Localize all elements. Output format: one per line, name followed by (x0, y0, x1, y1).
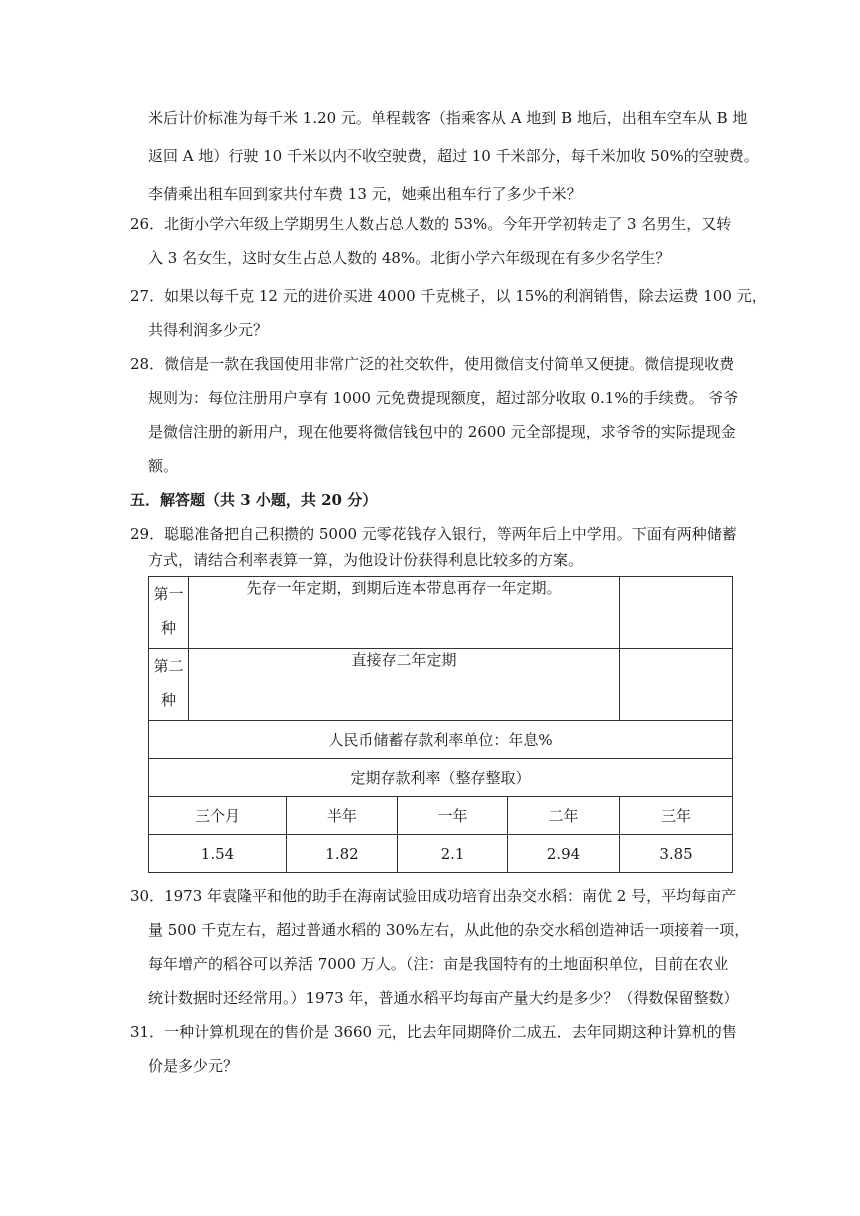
rate-header-row (149, 797, 733, 835)
q26-line-1: 26．北街小学六年级上学期男生人数占总人数的 53%。今年开学初转走了 3 名男生，又转 (130, 215, 732, 233)
q28-line-1: 28．微信是一款在我国使用非常广泛的社交软件，使用微信支付简单又便捷。微信提现收费 (130, 355, 735, 373)
option-2-answer-cell[interactable] (620, 649, 733, 721)
q30-line-1: 30．1973 年袁隆平和他的助手在海南试验田成功培育出杂交水稻：南优 2 号，平均每亩产 (130, 887, 737, 905)
option-2-label: 第二种 (149, 649, 189, 721)
interest-rate-table (148, 576, 733, 873)
q27-line-2: 共得利润多少元？ (148, 321, 269, 339)
header-3-years: 三年 (620, 797, 733, 835)
header-2-years: 二年 (508, 797, 620, 835)
rate-half-year: 1.82 (287, 835, 398, 873)
q30-line-4: 统计数据时还经常用。）1973 年，普通水稻平均每亩产量大约是多少？（得数保留整数） (148, 989, 739, 1007)
rate-3-years: 3.85 (620, 835, 733, 873)
section-heading: 五．解答题（共 3 小题，共 20 分） (130, 491, 378, 509)
header-3-months: 三个月 (149, 797, 287, 835)
option-row-2 (149, 649, 733, 721)
rate-value-row (149, 835, 733, 873)
q31-line-1: 31．一种计算机现在的售价是 3660 元，比去年同期降价二成五．去年同期这种计算机的售 (130, 1023, 737, 1041)
q25-line-1: 米后计价标准为每千米 1.20 元。单程载客（指乘客从 A 地到 B 地后，出租车空车从 B 地 (148, 109, 748, 127)
header-1-year: 一年 (398, 797, 508, 835)
q28-line-3: 是微信注册的新用户，现在他要将微信钱包中的 2600 元全部提现，求爷爷的实际提现金 (148, 423, 736, 441)
q30-line-2: 量 500 千克左右，超过普通水稻的 30%左右，从此他的杂交水稻创造神话一项接着一项， (148, 921, 750, 939)
option-1-description: 先存一年定期，到期后连本带息再存一年定期。 (189, 577, 620, 649)
option-1-label: 第一种 (149, 577, 189, 649)
q28-line-2: 规则为：每位注册用户享有 1000 元免费提现额度，超过部分收取 0.1%的手续费。 爷爷 (148, 389, 739, 407)
q26-line-2: 入 3 名女生，这时女生占总人数的 48%。北街小学六年级现在有多少名学生？ (148, 249, 671, 267)
rate-1-year: 2.1 (398, 835, 508, 873)
rate-3-months: 1.54 (149, 835, 287, 873)
rate-table-subtitle: 定期存款利率（整存整取） (149, 759, 733, 797)
option-1-answer-cell[interactable] (620, 577, 733, 649)
q31-line-2: 价是多少元？ (148, 1057, 239, 1075)
q27-line-1: 27．如果以每千克 12 元的进价买进 4000 千克桃子，以 15%的利润销售，除去运费 100 元， (130, 287, 767, 305)
option-row-1 (149, 577, 733, 649)
q30-line-3: 每年增产的稻谷可以养活 7000 万人。（注：亩是我国特有的土地面积单位，目前在农业 (148, 955, 729, 973)
q28-line-4: 额。 (148, 457, 179, 475)
option-2-description: 直接存二年定期 (189, 649, 620, 721)
q25-line-3: 李倩乘出租车回到家共付车费 13 元，她乘出租车行了多少千米？ (148, 185, 582, 203)
rate-table-title: 人民币储蓄存款利率单位：年息% (149, 721, 733, 759)
header-half-year: 半年 (287, 797, 398, 835)
q29-line-1: 29．聪聪准备把自己积攒的 5000 元零花钱存入银行，等两年后上中学用。下面有两种储蓄 (130, 525, 737, 543)
q25-line-2: 返回 A 地）行驶 10 千米以内不收空驶费，超过 10 千米部分，每千米加收 50%的空驶费。 (148, 147, 759, 165)
rate-2-years: 2.94 (508, 835, 620, 873)
q29-line-2: 方式，请结合利率表算一算，为他设计份获得利息比较多的方案。 (148, 551, 584, 569)
